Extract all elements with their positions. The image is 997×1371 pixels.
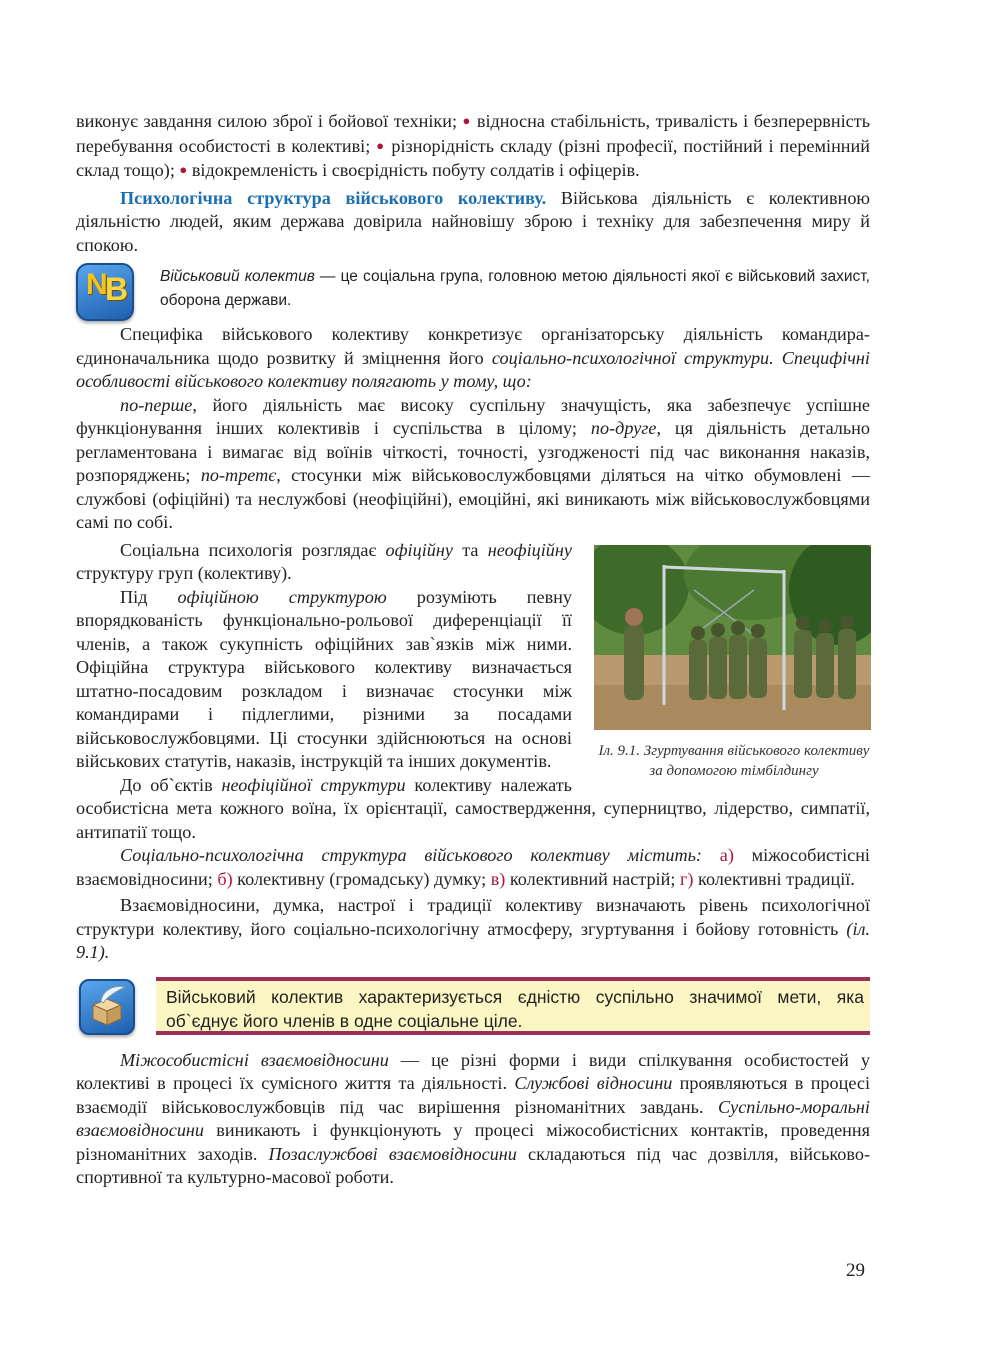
bullet-icon: ●	[462, 113, 472, 128]
italic-text: Міжособистісні взаємовідносини	[120, 1049, 389, 1070]
page-body	[76, 110, 870, 1190]
italic-text: неофіційної структури	[221, 774, 406, 795]
italic-text: Соціально-психологічна структура військового колективу містить:	[120, 845, 702, 865]
text: виконує завдання силою зброї і бойової техніки;	[76, 111, 463, 131]
page-number: 29	[846, 1260, 865, 1281]
italic-text: Службові відносини	[514, 1073, 673, 1093]
paragraph-firstly	[76, 394, 870, 535]
text: різнорідність складу (різні професії, постійний і перемінний склад тощо);	[76, 135, 870, 180]
text: виникають і функціонують у процесі міжособистісних контактів, проведення різноманітних заходів.	[76, 1120, 870, 1164]
italic-text: офіційну	[385, 539, 453, 560]
section-heading: Психологічна структура військового колективу.	[120, 187, 547, 208]
text: відносна стабільність, тривалість і безперервність перебування особистості в колективі;	[76, 111, 870, 156]
text: Специфіка військового колективу конкретизує організаторську діяльність командира-єдиноначальника щодо розвитку й зміцнення його	[76, 324, 870, 368]
text: структуру груп (колективу).	[76, 563, 292, 583]
paragraph-structure-list	[76, 844, 870, 891]
list-marker: в)	[490, 868, 506, 889]
list-marker: а)	[701, 845, 734, 865]
key-idea-block	[76, 977, 870, 1043]
paragraph-relations	[76, 1049, 870, 1190]
photo-illustration	[594, 545, 871, 730]
text: Під	[120, 586, 178, 607]
italic-text: (іл. 9.1).	[76, 918, 870, 962]
paragraph-unofficial-structure	[76, 774, 870, 845]
list-marker: г)	[679, 868, 694, 889]
text: розуміють певну впорядкованість функціонально-рольової диференціації її членів, а також сукупність офіційних зав`язків між ними. Офіційна структура військового колективу визначається штатно-посадовим розкладом і визначає стосунки між командирами і підлеглими, різними за посадами військовослужбовцями. Ці стосунки здійснюються на основі військових статутів, наказів, інструкцій та інших документів.	[76, 586, 572, 771]
text: , його діяльність має високу суспільну значущість, яка забезпечує успішне функціонування інших колективів і суспільства в цілому;	[76, 394, 870, 438]
text: колективний настрій;	[505, 868, 680, 889]
text: — це соціальна група, головною метою діяльності якої є військовий захист, оборона держави.	[160, 268, 870, 309]
italic-text: неофіційну	[487, 539, 572, 560]
text: колективну (громадську) думку;	[232, 868, 491, 889]
figure-section	[76, 539, 870, 779]
text: та	[452, 539, 488, 560]
definition-term: Військовий колектив	[160, 268, 315, 285]
text: Військова діяльність є колективною діяльністю людей, яким держава довірила найновішу зброю і техніку для забезпечення миру й спокою.	[76, 187, 870, 255]
text: проявляються в процесі взаємодії військовослужбовців під час вирішення різноманітних завдань.	[76, 1073, 870, 1117]
bullet-icon: ●	[179, 162, 188, 177]
text: Взаємовідносини, думка, настрої і традиції колективу визначають рівень психологічної структури колективу, його соціально-психологічну атмосферу, згуртування і бойову готовність	[76, 895, 870, 939]
text: , ця діяльність детально регламентована і вимагає від воїнів чіткості, точності, узгодженості під час виконання наказів, розпоряджень;	[76, 418, 870, 485]
text: — це різні форми і види спілкування особистостей у колективі в процесі їх сумісного життя та діяльності.	[76, 1049, 870, 1093]
figure	[594, 545, 874, 781]
paragraph-features	[76, 110, 870, 184]
italic-text: соціально-психологічної структури. Специфічні особливості військового колективу полягають у тому, що:	[76, 347, 870, 391]
italic-text: по-третє	[200, 465, 277, 485]
definition-text	[160, 265, 870, 313]
text: До об`єктів	[120, 774, 222, 795]
paragraph-specifics	[76, 323, 870, 394]
key-idea-text: Військовий колектив характеризується єдністю суспільно значимої мети, яка об`єднує його членів в одне соціальне ціле.	[156, 977, 870, 1035]
figure-caption: Іл. 9.1. Згуртування військового колективу за допомогою тімбілдингу	[598, 742, 870, 779]
text: колективу належать особистісна мета кожного воїна, їх орієнтації, самоствердження, суперництво, лідерство, симпатії, антипатії тощо.	[76, 774, 870, 842]
text: міжособистісні взаємовідносини;	[76, 845, 870, 889]
text: Соціальна психологія розглядає	[120, 539, 386, 560]
box-with-feather-icon	[79, 979, 135, 1035]
text: відокремленість і своєрідність побуту солдатів і офіцерів.	[187, 160, 640, 180]
italic-text: офіційною структурою	[177, 586, 387, 607]
text: складаються під час дозвілля, військово-спортивної та культурно-масової роботи.	[76, 1143, 870, 1187]
italic-text: Суспільно-моральні взаємовідносини	[76, 1096, 870, 1140]
paragraph-structure	[76, 187, 870, 258]
italic-text: по-перше	[120, 394, 193, 415]
italic-text: по-друге	[590, 418, 657, 438]
paragraph-atmosphere	[76, 894, 870, 965]
list-marker: б)	[217, 868, 233, 889]
nota-bene-icon: N B	[76, 263, 134, 321]
nb-definition-block	[76, 263, 870, 323]
text: , стосунки між військовослужбовцями діляться на чітко обумовлені — службові (офіційні) та неслужбові (неофіційні), емоційні, які виникають між військовослужбовцями самі по собі.	[76, 465, 870, 532]
text: колективні традиції.	[693, 868, 855, 889]
teambuilding-photo	[594, 545, 871, 730]
bullet-icon: ●	[376, 137, 386, 153]
italic-text: Позаслужбові взаємовідносини	[268, 1143, 517, 1164]
